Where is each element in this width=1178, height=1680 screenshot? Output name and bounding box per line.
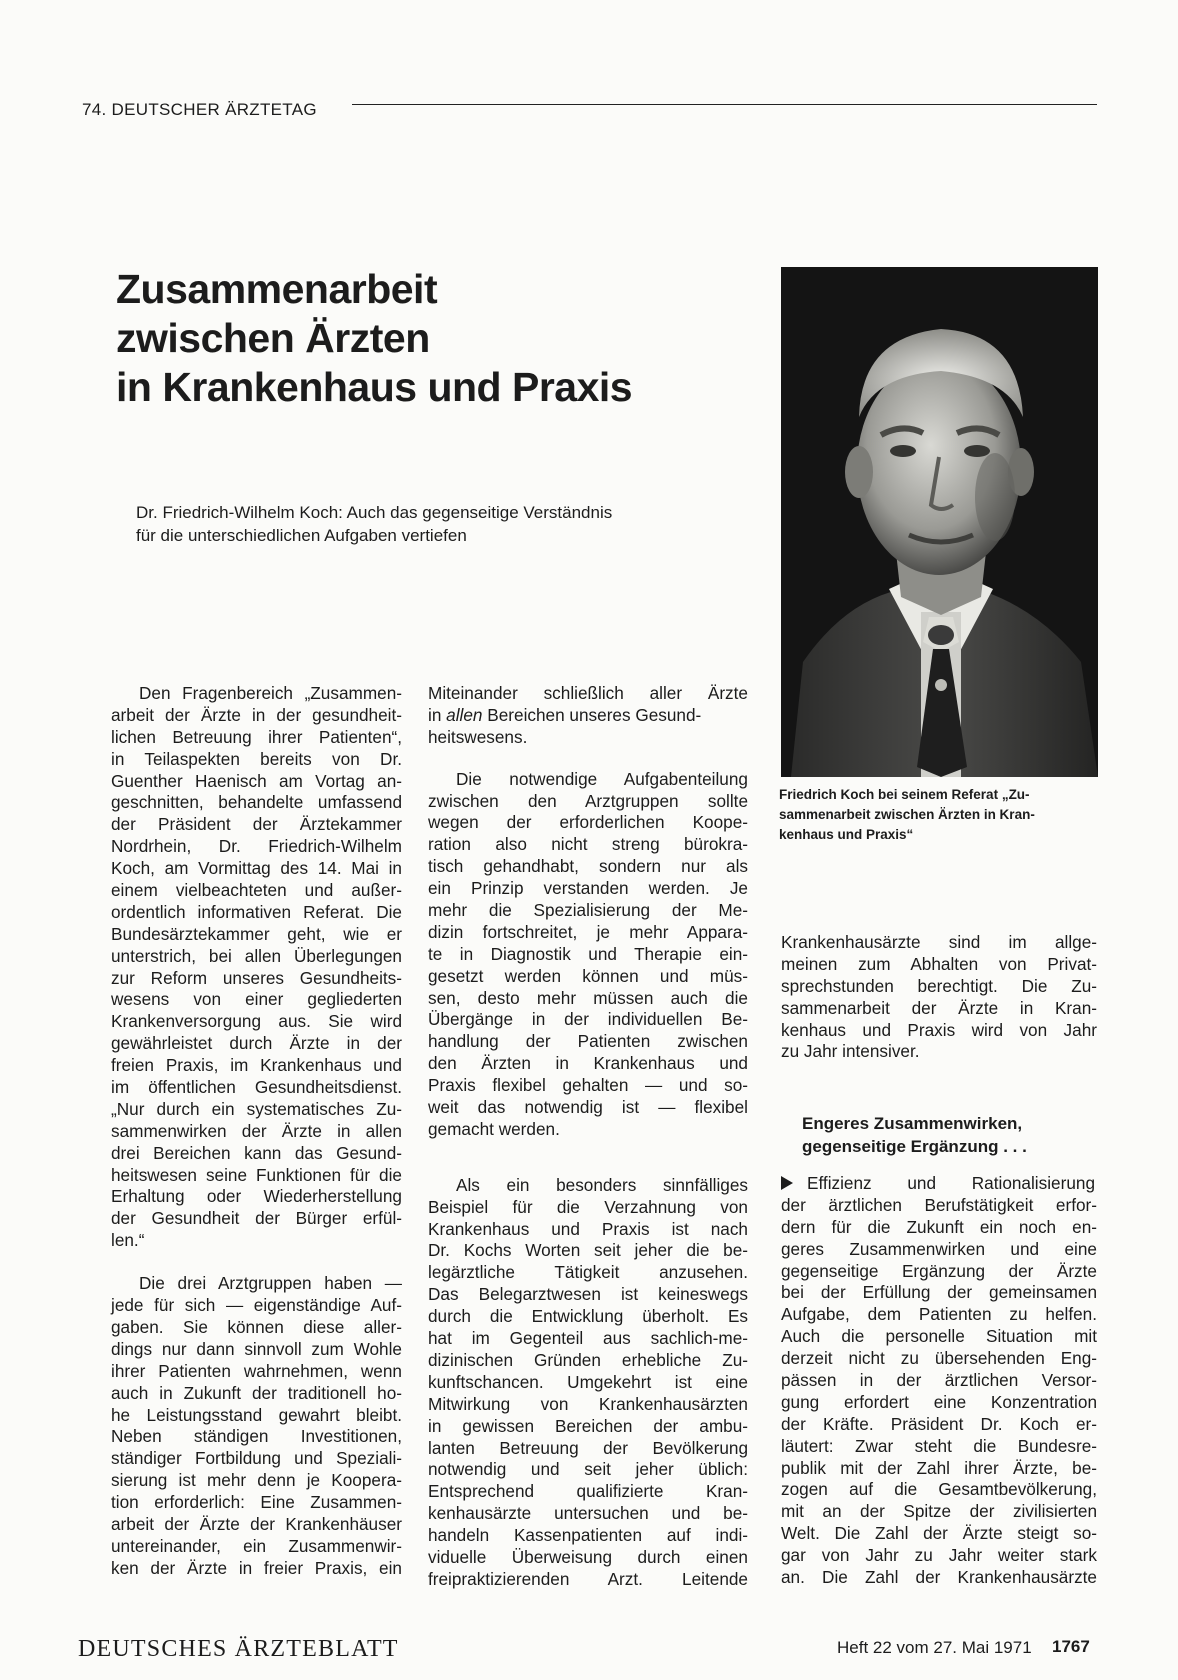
paragraph xyxy=(428,683,748,749)
text-line: wegen der erforderlichen Koope- xyxy=(428,812,748,833)
emphasis-word: allen xyxy=(446,704,483,725)
text-line: geres Zusammenwirken und eine xyxy=(781,1238,1097,1259)
text-run: Effizienz und Rationalisierung xyxy=(807,1173,1095,1193)
text-line: im öffentlichen Gesundheitsdienst. xyxy=(111,1077,402,1098)
text-line: derzeit nicht zu übersehenden Eng- xyxy=(781,1348,1097,1369)
text-line xyxy=(781,1173,1097,1195)
text-run: in xyxy=(428,704,447,725)
text-line: Krankenhausärzte sind im allge- xyxy=(781,932,1097,952)
text-line: tisch gehandhabt, sondern nur als xyxy=(428,856,748,877)
heading-line: Engeres Zusammenwirken, xyxy=(802,1114,1023,1133)
text-line: pässen in der ärztlichen Versor- xyxy=(781,1370,1097,1391)
text-line: sammenwirken der Ärzte in allen xyxy=(111,1120,402,1141)
text-line: meinen zum Abhalten von Privat- xyxy=(781,953,1097,974)
text-line: gegenseitige Ergänzung der Ärzte xyxy=(781,1260,1097,1281)
paragraph xyxy=(111,1273,402,1579)
issue-info: Heft 22 vom 27. Mai 1971 xyxy=(837,1638,1032,1657)
caption-line: sammenarbeit zwischen Ärzten in Kran- xyxy=(779,807,1035,822)
text-line: publik mit der Zahl ihrer Ärzte, be- xyxy=(781,1457,1097,1478)
text-line: ständiger Fortbildung und Speziali- xyxy=(111,1448,402,1469)
text-line: Bundesärztekammer geht, wie er xyxy=(111,923,402,944)
text-line: durch die Entwicklung überholt. Es xyxy=(428,1306,748,1327)
text-line: ordentlich informativen Referat. Die xyxy=(111,901,402,922)
text-line: Das Belegarztwesen ist keineswegs xyxy=(428,1284,748,1305)
text-line: ihrer Patienten wahrnehmen, wenn xyxy=(111,1360,402,1381)
section-heading xyxy=(802,1112,1092,1158)
text-line: Neben ständigen Investitionen, xyxy=(111,1426,402,1447)
text-line: sammenarbeit der Ärzte in Kran- xyxy=(781,997,1097,1018)
text-line: kunftschancen. Umgekehrt ist eine xyxy=(428,1371,748,1392)
text-line: Übergänge in der individuellen Be- xyxy=(428,1009,748,1030)
text-line: dings nur dann sinnvoll zum Wohle xyxy=(111,1338,402,1359)
text-line: Die notwendige Aufgabenteilung xyxy=(456,768,748,789)
text-line: legärztliche Tätigkeit anzusehen. xyxy=(428,1262,748,1283)
text-line: den Ärzten in Krankenhaus und xyxy=(428,1053,748,1074)
text-line: Miteinander schließlich aller Ärzte xyxy=(428,683,748,703)
triangle-bullet-icon xyxy=(781,1176,793,1190)
text-line: gung erfordert eine Konzentration xyxy=(781,1391,1097,1412)
text-line: handeln Kassenpatienten auf indi- xyxy=(428,1525,748,1546)
title-line: zwischen Ärzten xyxy=(116,315,430,361)
text-line: hat im Gegenteil aus sachlich-me- xyxy=(428,1328,748,1349)
text-line: dizinischen Gründen erhebliche Zu- xyxy=(428,1349,748,1370)
subtitle-line: Dr. Friedrich-Wilhelm Koch: Auch das gegenseitige Verständnis xyxy=(136,503,613,522)
text-line: bei der Erfüllung der gemeinsamen xyxy=(781,1282,1097,1303)
text-line: ration also nicht streng bürokra- xyxy=(428,834,748,855)
text-line: der Kräfte. Präsident Dr. Koch er- xyxy=(781,1413,1097,1434)
text-line: freien Praxis, im Krankenhaus und xyxy=(111,1055,402,1076)
text-line: ken der Ärzte in freier Praxis, ein xyxy=(111,1557,402,1578)
text-line: Beispiel für die Verzahnung von xyxy=(428,1196,748,1217)
text-line: Krankenversorgung aus. Sie wird xyxy=(111,1011,402,1032)
text-run: Bereichen unseres Gesund- xyxy=(482,704,702,725)
text-line: ein Prinzip verstanden werden. Je xyxy=(428,878,748,899)
text-line: lichen Betreuung ihrer Patienten“, xyxy=(111,726,402,747)
text-line: gewährleistet durch Ärzte in der xyxy=(111,1033,402,1054)
text-line: viduelle Überweisung durch einen xyxy=(428,1546,748,1567)
text-line: Krankenhaus und Praxis ist nach xyxy=(428,1218,748,1239)
text-line: zur Reform unseres Gesundheits- xyxy=(111,967,402,988)
text-line: in gewissen Bereichen der ambu- xyxy=(428,1415,748,1436)
paragraph xyxy=(781,1173,1097,1589)
text-line: zogen auf die Gesamtbevölkerung, xyxy=(781,1479,1097,1500)
text-line: dern für die Zukunft ein noch en- xyxy=(781,1216,1097,1237)
text-line: gemacht werden. xyxy=(428,1118,560,1139)
text-line: Aufgabe, dem Patienten zu helfen. xyxy=(781,1304,1097,1325)
text-line: len.“ xyxy=(111,1230,145,1251)
text-line: läutert: Zwar steht die Bundesre- xyxy=(781,1435,1097,1456)
text-line: drei Bereichen kann das Gesund- xyxy=(111,1142,402,1163)
text-line: kenhaus und Praxis wird von Jahr xyxy=(781,1019,1097,1040)
text-line: Erhaltung oder Wiederherstellung xyxy=(111,1186,402,1207)
article-title xyxy=(116,265,736,412)
text-line: Den Fragenbereich „Zusammen- xyxy=(139,683,402,703)
text-line: Als ein besonders sinnfälliges xyxy=(456,1174,748,1195)
text-line: Koch, am Vormittag des 14. Mai in xyxy=(111,858,402,879)
article-column-3-continued xyxy=(781,1173,1097,1589)
photo-caption xyxy=(779,785,1109,845)
article-subtitle xyxy=(136,501,716,547)
paragraph xyxy=(111,683,402,1252)
paragraph xyxy=(781,932,1097,1063)
text-line: einem vielbeachteten und außer- xyxy=(111,880,402,901)
text-line: tion erforderlich: Eine Zusammen- xyxy=(111,1492,402,1513)
portrait-illustration xyxy=(781,267,1098,777)
text-line: arbeit der Ärzte der Krankenhäuser xyxy=(111,1513,402,1534)
text-line: Guenther Haenisch am Vortag an- xyxy=(111,770,402,791)
text-line: Die drei Arztgruppen haben — xyxy=(139,1273,402,1294)
text-line: an. Die Zahl der Krankenhausärzte xyxy=(781,1567,1097,1588)
subtitle-line: für die unterschiedlichen Aufgaben vertiefen xyxy=(136,526,467,545)
text-line: jede für sich — eigenständige Auf- xyxy=(111,1295,402,1316)
text-line: gar von Jahr zu Jahr weiter stark xyxy=(781,1545,1097,1566)
text-line: unterstrich, bei allen Überlegungen xyxy=(111,945,402,966)
text-line: gesetzt werden können und müs- xyxy=(428,965,748,986)
text-line: dizin fortschreitet, je mehr Appara- xyxy=(428,921,748,942)
text-line: zwischen den Arztgruppen sollte xyxy=(428,790,748,811)
text-line: gaben. Sie können diese aller- xyxy=(111,1316,402,1337)
text-line: auch in Zukunft der traditionell ho- xyxy=(111,1382,402,1403)
text-line: der ärztlichen Berufstätigkeit erfor- xyxy=(781,1194,1097,1215)
text-line: Dr. Kochs Worten seit jeher die be- xyxy=(428,1240,748,1261)
page-number: 1767 xyxy=(1052,1637,1090,1656)
section-kicker: 74. DEUTSCHER ÄRZTETAG xyxy=(82,100,317,119)
text-line: geschnitten, behandelte umfassend xyxy=(111,792,402,813)
text-line: arbeit der Ärzte in der gesundheit- xyxy=(111,704,402,725)
article-column-2 xyxy=(428,683,748,1591)
text-line: Nordrhein, Dr. Friedrich-Wilhelm xyxy=(111,836,402,857)
text-line: sierung ist mehr denn je Koopera- xyxy=(111,1470,402,1491)
heading-line: gegenseitige Ergänzung . . . xyxy=(802,1137,1027,1156)
text-line: „Nur durch ein systematisches Zu- xyxy=(111,1098,402,1119)
article-column-3 xyxy=(781,932,1097,1063)
text-line: Auch die personelle Situation mit xyxy=(781,1326,1097,1347)
text-line: mehr die Spezialisierung der Me- xyxy=(428,900,748,921)
caption-line: kenhaus und Praxis“ xyxy=(779,827,914,842)
text-line: der Gesundheit der Bürger erfül- xyxy=(111,1208,402,1229)
text-line: weit das notwendig ist — flexibel xyxy=(428,1097,748,1118)
title-line: in Krankenhaus und Praxis xyxy=(116,364,633,410)
text-line-with-emphasis xyxy=(428,705,748,727)
text-line: handlung der Patienten zwischen xyxy=(428,1031,748,1052)
text-line: in Teilaspekten bereits von Dr. xyxy=(111,748,402,769)
text-line: Welt. Die Zahl der Ärzte steigt so- xyxy=(781,1523,1097,1544)
text-line: mit an der Spitze der zivilisierten xyxy=(781,1501,1097,1522)
text-line: heitswesen seine Funktionen für die xyxy=(111,1164,402,1185)
text-line: freipraktizierenden Arzt. Leitende xyxy=(428,1568,748,1589)
text-line: Entsprechend qualifizierte Kran- xyxy=(428,1481,748,1502)
text-line: sen, desto mehr müssen auch die xyxy=(428,987,748,1008)
title-line: Zusammenarbeit xyxy=(116,266,438,312)
portrait-photo xyxy=(781,267,1098,777)
text-line: der Präsident der Ärztekammer xyxy=(111,814,402,835)
publication-name: DEUTSCHES ÄRZTEBLATT xyxy=(78,1636,399,1662)
text-line: Praxis flexibel gehalten — und so- xyxy=(428,1075,748,1096)
paragraph xyxy=(428,769,748,1141)
text-line: kenhausärzte untersuchen und be- xyxy=(428,1503,748,1524)
text-line: sprechstunden berechtigt. Die Zu- xyxy=(781,975,1097,996)
paragraph xyxy=(428,1175,748,1591)
caption-line: Friedrich Koch bei seinem Referat „Zu- xyxy=(779,787,1030,802)
text-line: te in Diagnostik und Therapie ein- xyxy=(428,943,748,964)
text-line: heitswesens. xyxy=(428,726,528,747)
text-line: untereinander, ein Zusammenwir- xyxy=(111,1535,402,1556)
text-line: Mitwirkung von Krankenhausärzten xyxy=(428,1393,748,1414)
text-line: lanten Betreuung der Bevölkerung xyxy=(428,1437,748,1458)
header-rule xyxy=(352,104,1097,105)
text-line: he Leistungsstand gewahrt bleibt. xyxy=(111,1404,402,1425)
text-line: wesens von einer gegliederten xyxy=(111,989,402,1010)
text-line: zu Jahr intensiver. xyxy=(781,1041,920,1062)
text-line: notwendig und seit jeher üblich: xyxy=(428,1459,748,1480)
article-column-1 xyxy=(111,683,402,1580)
